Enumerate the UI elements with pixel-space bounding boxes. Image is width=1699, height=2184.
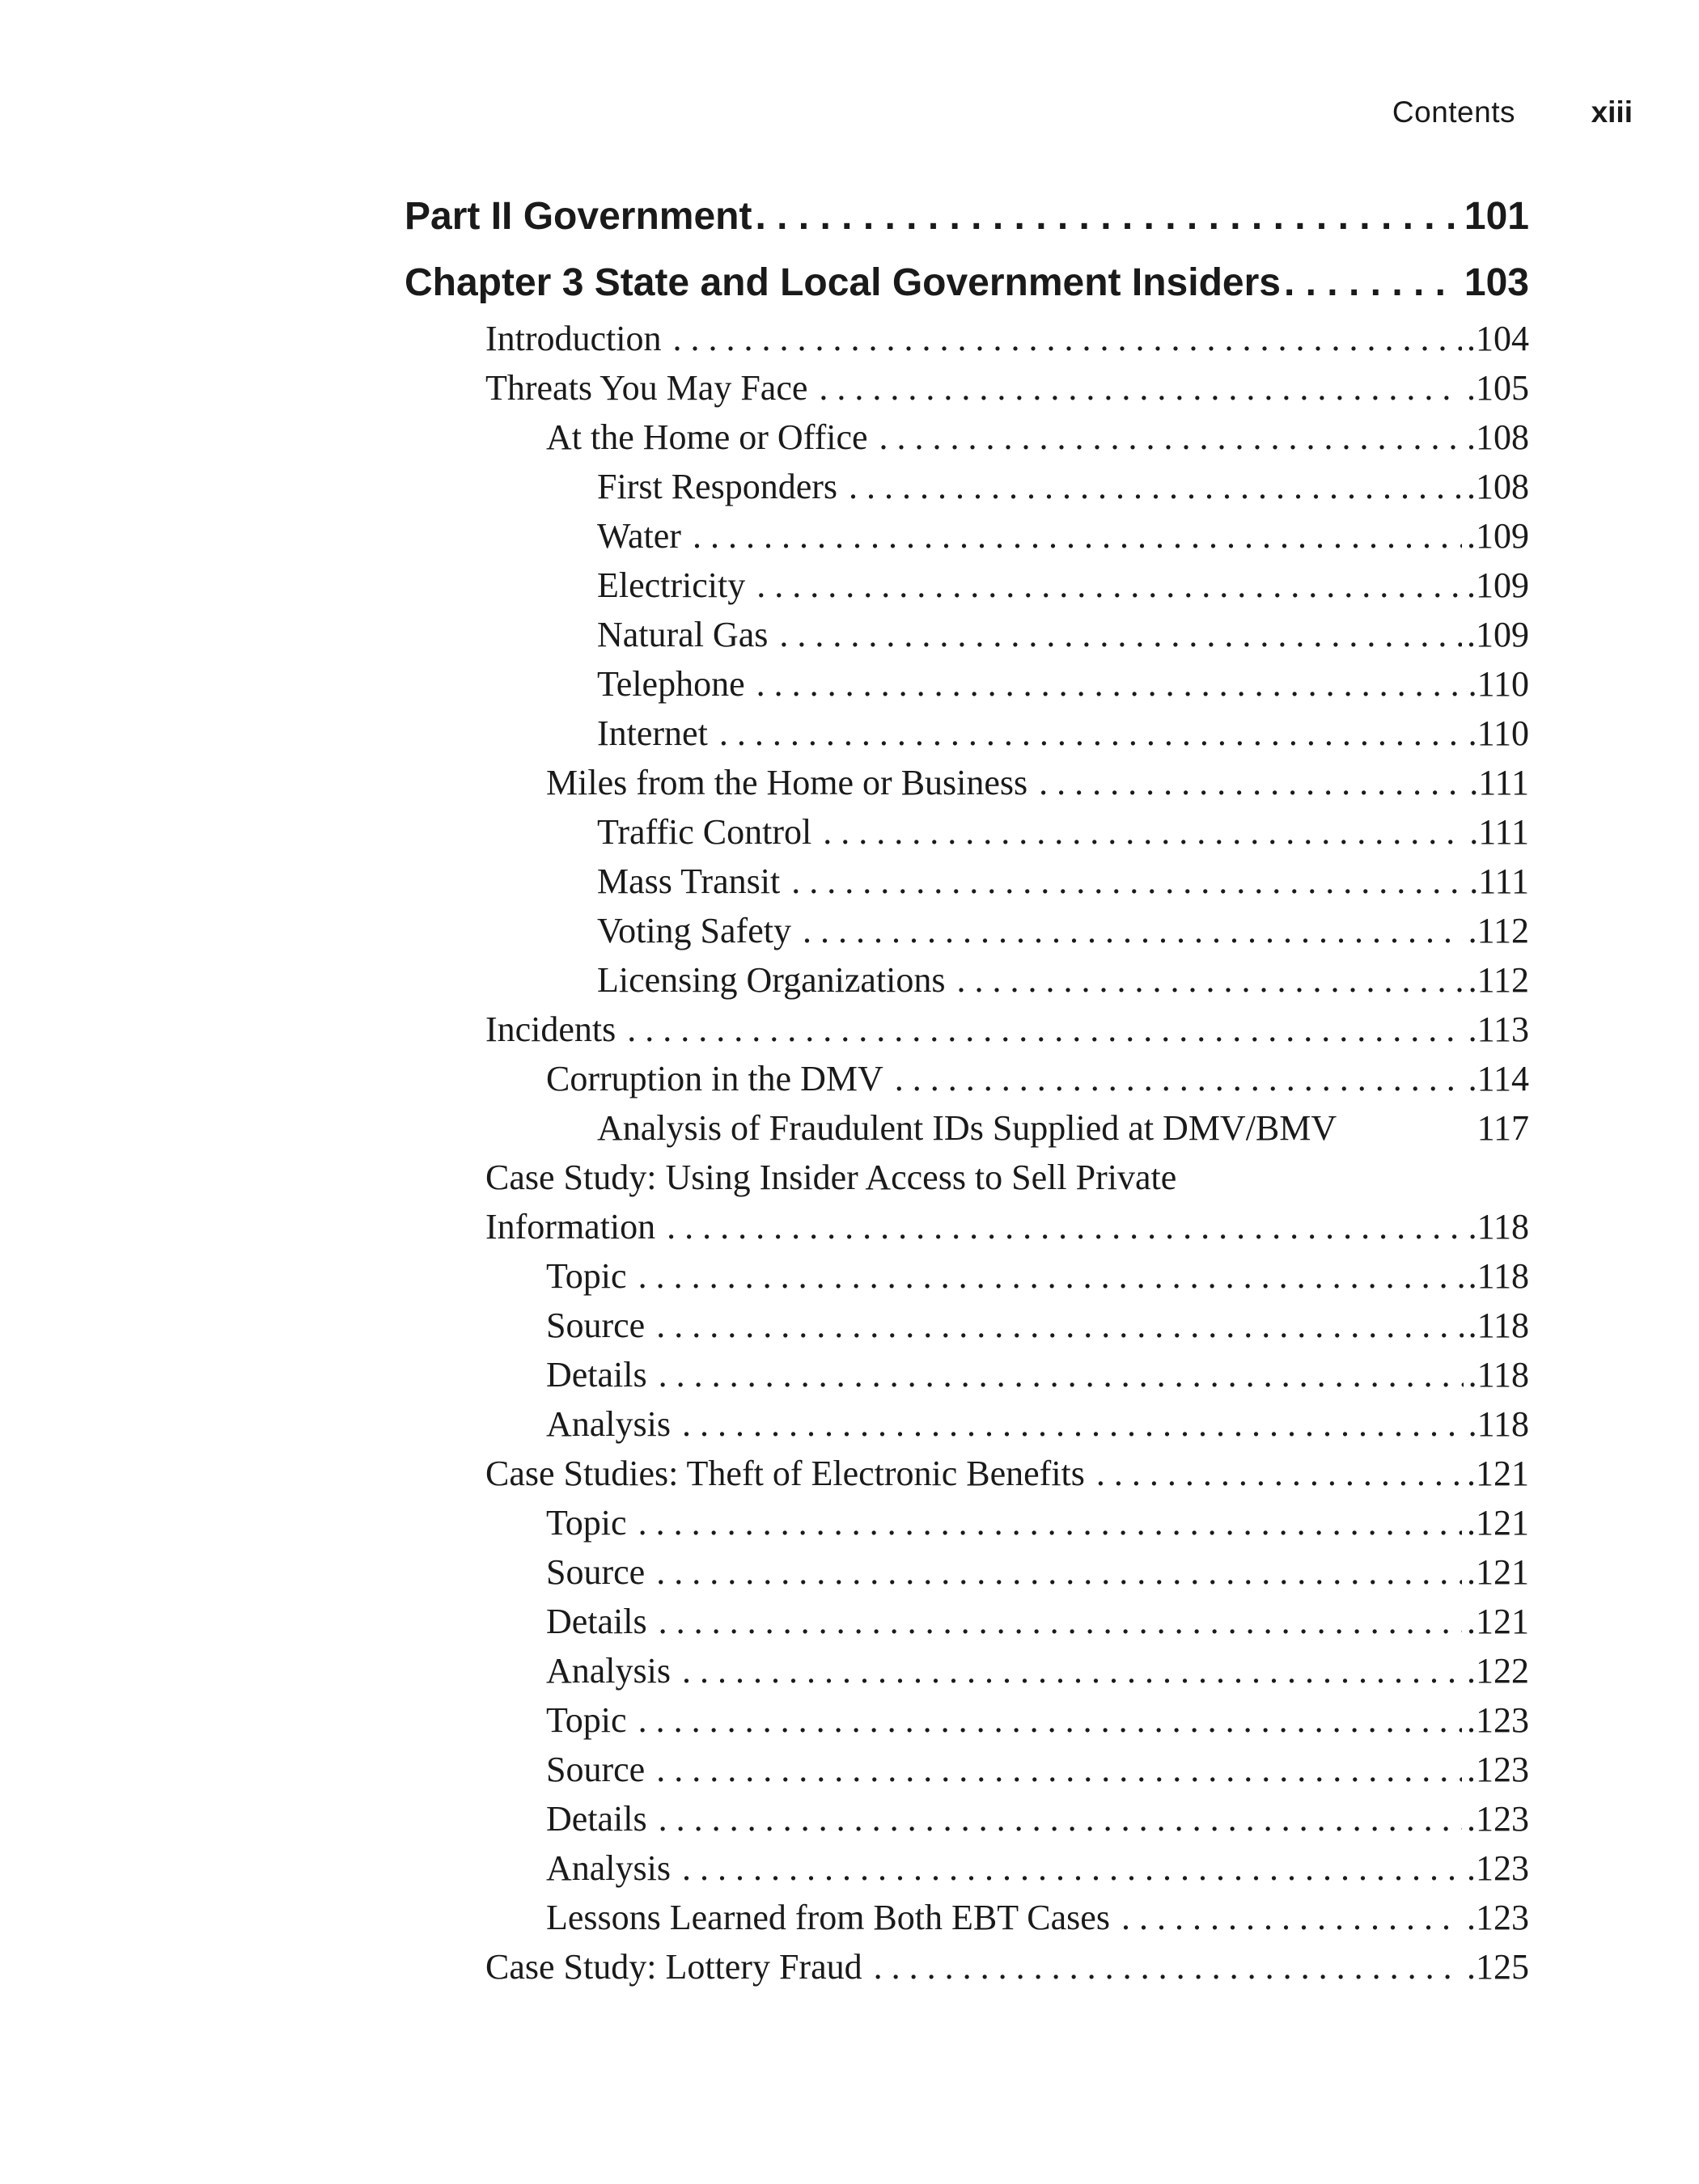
toc-entry-title: Information xyxy=(485,1207,656,1246)
toc-entry[interactable] xyxy=(405,663,1529,712)
toc-entry-title: Source xyxy=(546,1750,646,1789)
toc-entry[interactable] xyxy=(405,1354,1529,1403)
dot-leader xyxy=(755,194,1457,239)
dot-leader xyxy=(673,318,1462,359)
toc-entry-page: .109 xyxy=(1467,516,1529,556)
table-of-contents xyxy=(405,0,1529,2184)
toc-entry-page: .121 xyxy=(1467,1454,1529,1493)
toc-entry-title: Lessons Learned from Both EBT Cases xyxy=(546,1898,1110,1937)
toc-entry-page: .111 xyxy=(1469,812,1529,852)
dot-leader xyxy=(779,614,1462,655)
toc-entry-title: Incidents xyxy=(485,1009,616,1049)
toc-entry[interactable] xyxy=(405,1798,1529,1847)
toc-entry[interactable] xyxy=(405,1897,1529,1945)
toc-entry[interactable] xyxy=(405,1107,1529,1156)
dot-leader xyxy=(638,1699,1462,1741)
toc-entry-title: Case Study: Lottery Fraud xyxy=(485,1947,862,1987)
toc-entry[interactable] xyxy=(405,515,1529,564)
dot-leader xyxy=(849,466,1462,507)
toc-entry-title: Case Studies: Theft of Electronic Benefits xyxy=(485,1454,1085,1493)
dot-leader xyxy=(656,1305,1463,1346)
toc-entry-title: Internet xyxy=(597,713,708,753)
dot-leader xyxy=(1039,762,1464,803)
toc-entry-title: Analysis xyxy=(546,1404,671,1444)
dot-leader xyxy=(1121,1897,1462,1938)
toc-entry-page: .122 xyxy=(1467,1651,1529,1691)
toc-entry-page: .125 xyxy=(1467,1947,1529,1987)
dot-leader xyxy=(693,515,1462,557)
toc-entry-page: .109 xyxy=(1467,565,1529,605)
toc-entry-title: Source xyxy=(546,1552,646,1592)
toc-entry[interactable] xyxy=(405,1502,1529,1551)
dot-leader xyxy=(756,565,1462,606)
toc-entry[interactable] xyxy=(405,1305,1529,1353)
toc-entry-page: .118 xyxy=(1468,1306,1529,1345)
toc-entry-title: Telephone xyxy=(597,664,745,704)
toc-entry[interactable] xyxy=(405,1551,1529,1600)
toc-entry-title: Details xyxy=(546,1799,647,1839)
toc-entry-page: .112 xyxy=(1468,960,1529,1000)
toc-entry-title: Details xyxy=(546,1602,647,1641)
dot-leader xyxy=(819,367,1462,408)
toc-entry-page: .112 xyxy=(1468,911,1529,950)
toc-entry-title: Electricity xyxy=(597,565,746,605)
dot-leader xyxy=(823,811,1464,853)
toc-entry-page: .114 xyxy=(1468,1059,1529,1098)
toc-entry-page: .108 xyxy=(1467,467,1529,506)
toc-chapter-page: 103 xyxy=(1464,261,1529,304)
toc-entry[interactable] xyxy=(405,614,1529,662)
toc-entry[interactable] xyxy=(405,1255,1529,1304)
toc-entry-page: .118 xyxy=(1468,1355,1529,1395)
toc-entry-title: Topic xyxy=(546,1503,627,1543)
dot-leader xyxy=(638,1502,1462,1543)
toc-entry-page: .121 xyxy=(1467,1552,1529,1592)
dot-leader xyxy=(667,1206,1463,1247)
toc-entry-page: .121 xyxy=(1467,1503,1529,1543)
dot-leader xyxy=(682,1403,1464,1445)
toc-entry-title: Analysis xyxy=(546,1651,671,1691)
toc-entry-title: Voting Safety xyxy=(597,911,791,950)
toc-entry[interactable] xyxy=(405,1403,1529,1452)
toc-entry-title: Traffic Control xyxy=(597,812,812,852)
toc-entry[interactable] xyxy=(405,367,1529,416)
toc-chapter-entry[interactable] xyxy=(405,260,1529,317)
toc-entry-page: 117 xyxy=(1477,1108,1529,1148)
toc-entry[interactable] xyxy=(405,1453,1529,1501)
dot-leader xyxy=(627,1009,1463,1050)
dot-leader xyxy=(719,713,1464,754)
toc-entry-page: .118 xyxy=(1468,1404,1529,1444)
dot-leader xyxy=(874,1946,1462,1987)
toc-entry-title: Water xyxy=(597,516,681,556)
toc-entry-page: .121 xyxy=(1467,1602,1529,1641)
toc-entry-title: Topic xyxy=(546,1700,627,1740)
toc-entry-title: Licensing Organizations xyxy=(597,960,946,1000)
toc-entry[interactable] xyxy=(405,1946,1529,1995)
toc-entry[interactable] xyxy=(405,1699,1529,1748)
toc-entry-page: .111 xyxy=(1469,861,1529,901)
toc-entry-title: Case Study: Using Insider Access to Sell Private xyxy=(485,1158,1177,1197)
toc-entry-page: .123 xyxy=(1467,1799,1529,1839)
toc-entry-title: Analysis xyxy=(546,1848,671,1888)
toc-entry-title: Threats You May Face xyxy=(485,368,808,408)
toc-entry-page: .105 xyxy=(1467,368,1529,408)
dot-leader xyxy=(957,959,1464,1001)
toc-entry-page: .123 xyxy=(1467,1898,1529,1937)
toc-entry[interactable] xyxy=(405,811,1529,860)
dot-leader xyxy=(1284,260,1458,305)
toc-entry[interactable] xyxy=(405,910,1529,959)
toc-part-entry[interactable] xyxy=(405,194,1529,251)
toc-entry[interactable] xyxy=(405,762,1529,811)
toc-entry[interactable] xyxy=(405,1009,1529,1057)
toc-entry-page: .108 xyxy=(1467,417,1529,457)
toc-entry-page: .123 xyxy=(1467,1700,1529,1740)
toc-entry-page: .118 xyxy=(1468,1207,1529,1246)
toc-entry-title: Details xyxy=(546,1355,647,1395)
toc-entry-page: .110 xyxy=(1468,713,1529,753)
dot-leader xyxy=(1096,1453,1462,1494)
toc-entry-title: Corruption in the DMV xyxy=(546,1059,883,1098)
toc-entry-title: Natural Gas xyxy=(597,615,769,654)
toc-part-page: 101 xyxy=(1464,195,1529,238)
toc-entry[interactable] xyxy=(405,959,1529,1008)
toc-entry[interactable] xyxy=(405,1848,1529,1896)
toc-entry[interactable] xyxy=(405,1206,1529,1255)
toc-chapter-title: Chapter 3 State and Local Government Insiders xyxy=(405,261,1281,304)
toc-entry[interactable] xyxy=(405,466,1529,514)
toc-entry-page: .109 xyxy=(1467,615,1529,654)
toc-entry[interactable] xyxy=(405,565,1529,613)
toc-entry-title: Mass Transit xyxy=(597,861,781,901)
dot-leader xyxy=(803,910,1464,951)
toc-entry-title: Introduction xyxy=(485,319,662,358)
dot-leader xyxy=(659,1354,1464,1395)
toc-entry-page: .123 xyxy=(1467,1848,1529,1888)
toc-entry-title: Source xyxy=(546,1306,646,1345)
dot-leader xyxy=(682,1650,1462,1691)
toc-entry[interactable] xyxy=(405,861,1529,909)
dot-leader xyxy=(756,663,1464,705)
dot-leader xyxy=(895,1058,1464,1099)
dot-leader xyxy=(656,1551,1462,1593)
dot-leader xyxy=(791,861,1464,902)
toc-entry[interactable] xyxy=(405,713,1529,761)
toc-entry-page: .118 xyxy=(1468,1256,1529,1296)
toc-entry[interactable] xyxy=(405,318,1529,366)
dot-leader xyxy=(656,1749,1462,1790)
toc-entry-page: .123 xyxy=(1467,1750,1529,1789)
toc-entry[interactable] xyxy=(405,417,1529,465)
toc-entry[interactable] xyxy=(405,1058,1529,1107)
toc-entry[interactable] xyxy=(405,1650,1529,1699)
dot-leader xyxy=(638,1255,1464,1297)
dot-leader xyxy=(682,1848,1462,1889)
toc-entry-title: First Responders xyxy=(597,467,837,506)
toc-entry-title: Analysis of Fraudulent IDs Supplied at DMV/BMV xyxy=(597,1108,1337,1148)
toc-entry-page: .104 xyxy=(1467,319,1529,358)
dot-leader xyxy=(879,417,1462,458)
toc-entry-title: At the Home or Office xyxy=(546,417,868,457)
toc-entry-title: Miles from the Home or Business xyxy=(546,763,1028,802)
header-page-number: xiii xyxy=(1591,95,1633,129)
toc-entry-page: .113 xyxy=(1468,1009,1529,1049)
header-section-title: Contents xyxy=(1392,95,1515,129)
dot-leader xyxy=(659,1601,1462,1642)
toc-entry[interactable] xyxy=(405,1601,1529,1649)
toc-entry-page: .111 xyxy=(1469,763,1529,802)
toc-entry-title: Topic xyxy=(546,1256,627,1296)
toc-entry[interactable] xyxy=(405,1749,1529,1797)
toc-entry[interactable] xyxy=(405,1157,1529,1205)
toc-part-title: Part II Government xyxy=(405,195,752,238)
dot-leader xyxy=(659,1798,1462,1839)
toc-entry-page: .110 xyxy=(1468,664,1529,704)
